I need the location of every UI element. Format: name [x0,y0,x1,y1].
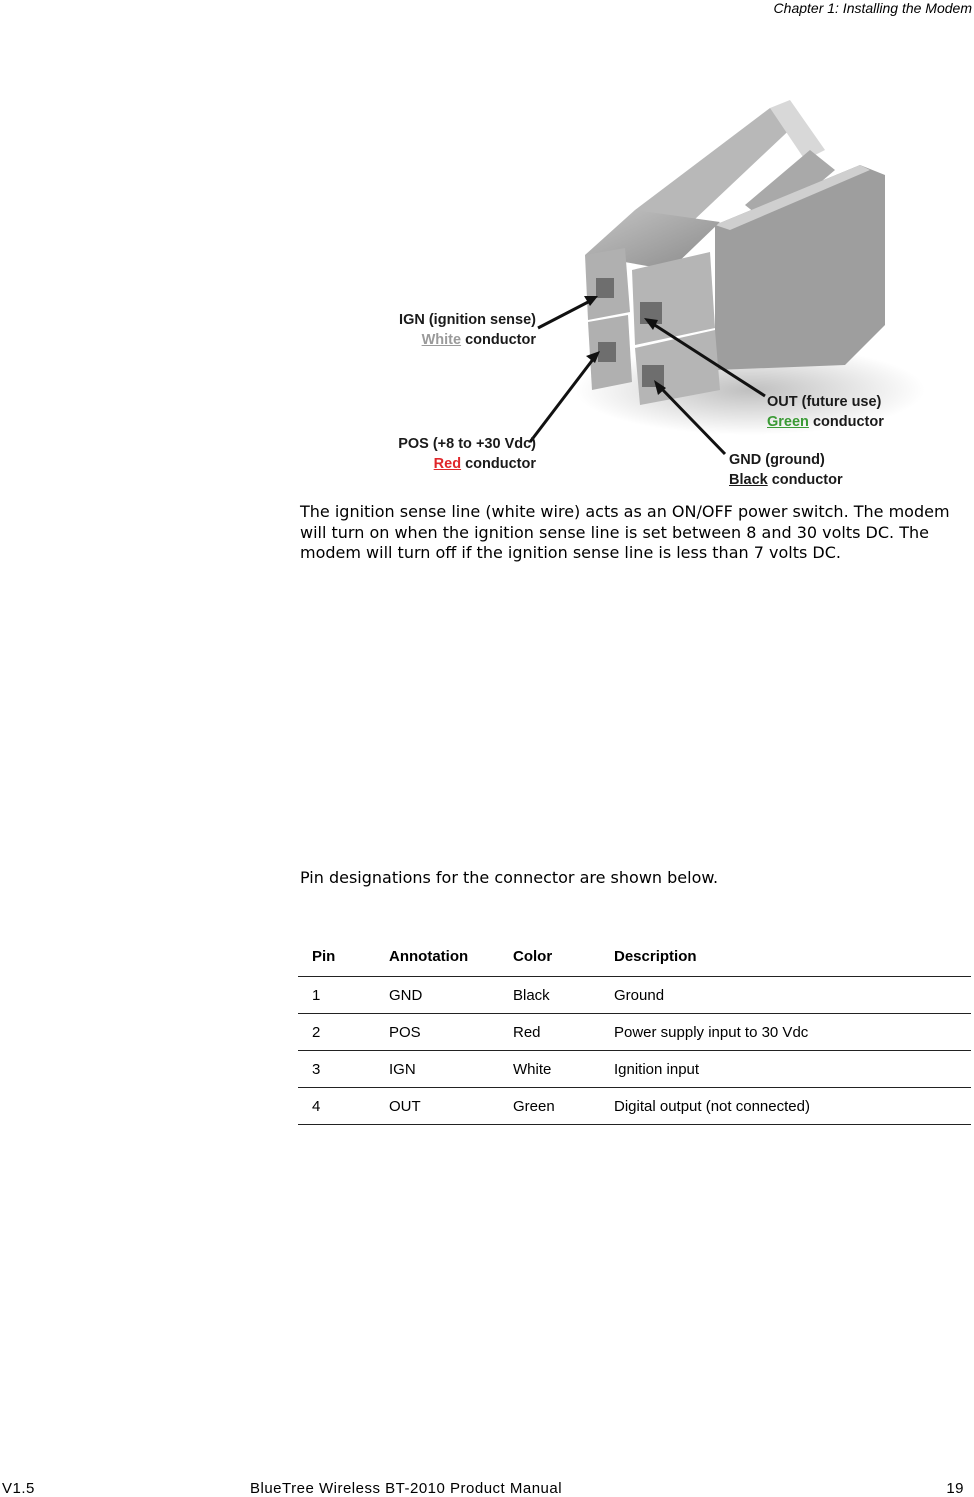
ign-suffix: conductor [465,332,536,348]
cell-color: Red [499,1014,600,1051]
table-row [298,1088,971,1125]
gnd-color: Black [729,472,768,488]
chapter-header: Chapter 1: Installing the Modem [773,0,972,16]
header-annotation: Annotation [389,947,469,965]
pos-color: Red [433,456,462,472]
cell-pin: 2 [298,1014,375,1051]
cell-color: White [499,1051,600,1088]
header-color: Color [513,947,553,965]
table-row [298,977,971,1014]
ign-color: White [421,332,462,348]
cell-description: Power supply input to 30 Vdc [600,1014,971,1051]
cell-annotation: IGN [375,1051,499,1088]
gnd-title: GND (ground) [729,452,825,468]
cell-pin: 4 [298,1088,375,1125]
pos-title: POS (+8 to +30 Vdc) [398,436,536,452]
out-label [767,392,884,432]
ign-conductor [370,330,536,350]
out-color: Green [767,414,809,430]
pos-label [370,434,536,474]
pos-suffix: conductor [465,456,536,472]
footer-page-number: 19 [946,1480,964,1497]
cell-annotation: POS [375,1014,499,1051]
connector-figure [370,90,930,490]
cell-pin: 3 [298,1051,375,1088]
cell-pin: 1 [298,977,375,1014]
ignition-paragraph: The ignition sense line (white wire) acts as an ON/OFF power switch. The modem will turn on when the ignition sense line is set between 8 and 30 volts DC. The modem will turn off if the ignition sense line is less than 7 volts DC. [300,502,950,562]
footer-version: V1.5 [2,1480,35,1497]
cell-description: Digital output (not connected) [600,1088,971,1125]
out-suffix: conductor [812,414,884,430]
ign-label [370,310,536,350]
header-pin: Pin [312,947,336,965]
cell-description: Ground [600,977,971,1014]
pin-intro-paragraph: Pin designations for the connector are shown below. [300,868,719,887]
ign-title: IGN (ignition sense) [399,312,536,328]
cell-description: Ignition input [600,1051,971,1088]
table-row [298,1014,971,1051]
gnd-conductor [729,470,843,490]
pos-conductor [370,454,536,474]
cell-annotation: GND [375,977,499,1014]
out-conductor [767,412,884,432]
header-description: Description [614,947,697,965]
cell-annotation: OUT [375,1088,499,1125]
footer-title: BlueTree Wireless BT-2010 Product Manual [250,1480,563,1497]
pin-table-header [298,936,971,977]
gnd-label [729,450,843,490]
pin-table [298,936,971,1125]
cell-color: Black [499,977,600,1014]
table-row [298,1051,971,1088]
gnd-suffix: conductor [771,472,843,488]
out-title: OUT (future use) [767,394,882,410]
cell-color: Green [499,1088,600,1125]
